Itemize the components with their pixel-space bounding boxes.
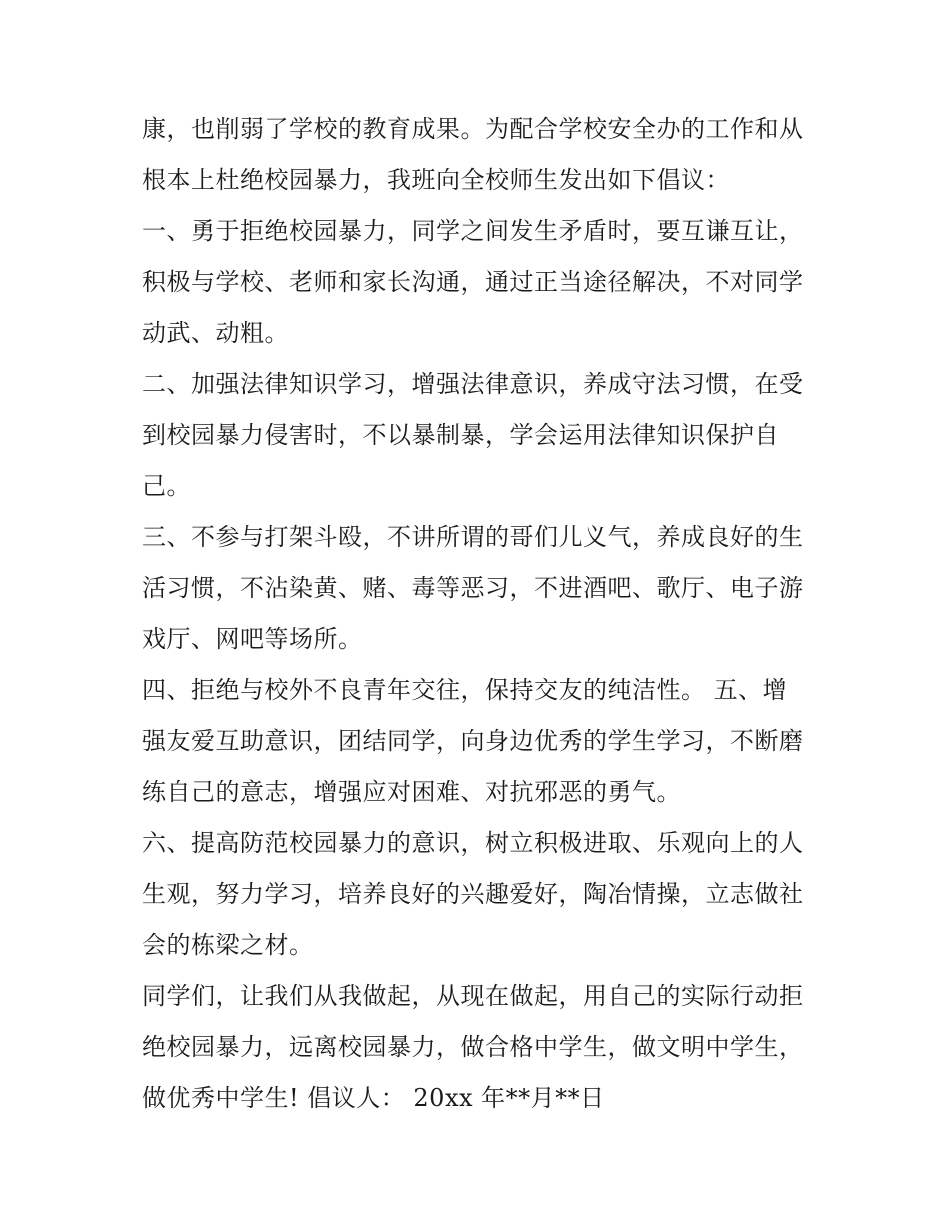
paragraph-item-4-5 <box>142 665 822 818</box>
paragraph-item-6 <box>142 818 822 971</box>
text-line: 根本上杜绝校园暴力，我班向全校师生发出如下倡议： <box>142 166 730 194</box>
text-line: 活习惯，不沾染黄、赌、毒等恶习，不进酒吧、歌厅、电子游 <box>142 574 804 602</box>
text-line: 康，也削弱了学校的教育成果。为配合学校安全办的工作和从 <box>142 115 804 143</box>
text-line: 生观，努力学习，培养良好的兴趣爱好，陶冶情操，立志做社 <box>142 880 804 908</box>
text-line: 动武、动粗。 <box>142 319 289 347</box>
text-line: 同学们，让我们从我做起，从现在做起，用自己的实际行动拒 <box>142 982 804 1010</box>
paragraph-closing <box>142 971 822 1124</box>
text-line: 四、拒绝与校外不良青年交往，保持交友的纯洁性。 五、增 <box>142 676 788 704</box>
text-line: 戏厅、网吧等场所。 <box>142 625 363 653</box>
text-line: 到校园暴力侵害时，不以暴制暴，学会运用法律知识保护自 <box>142 421 779 449</box>
text-line: 六、提高防范校园暴力的意识，树立积极进取、乐观向上的人 <box>142 829 804 857</box>
text-line: 三、不参与打架斗殴，不讲所谓的哥们儿义气，养成良好的生 <box>142 523 804 551</box>
text-line: 练自己的意志，增强应对困难、对抗邪恶的勇气。 <box>142 778 681 806</box>
text-line: 积极与学校、老师和家长沟通，通过正当途径解决，不对同学 <box>142 268 804 296</box>
text-line: 二、加强法律知识学习，增强法律意识，养成守法习惯，在受 <box>142 370 804 398</box>
document-body <box>142 104 822 1124</box>
text-line: 会的栋梁之材。 <box>142 931 314 959</box>
text-line-signature: 做优秀中学生! 倡议人： 20xx 年**月**日 <box>142 1084 605 1112</box>
text-line: 己。 <box>142 472 191 500</box>
paragraph-item-1 <box>142 206 822 359</box>
text-line: 一、勇于拒绝校园暴力，同学之间发生矛盾时，要互谦互让， <box>142 217 804 245</box>
paragraph-intro-continued <box>142 104 822 206</box>
text-line: 绝校园暴力，远离校园暴力，做合格中学生，做文明中学生， <box>142 1033 804 1061</box>
paragraph-item-2 <box>142 359 822 512</box>
paragraph-item-3 <box>142 512 822 665</box>
text-line: 强友爱互助意识，团结同学，向身边优秀的学生学习，不断磨 <box>142 727 804 755</box>
